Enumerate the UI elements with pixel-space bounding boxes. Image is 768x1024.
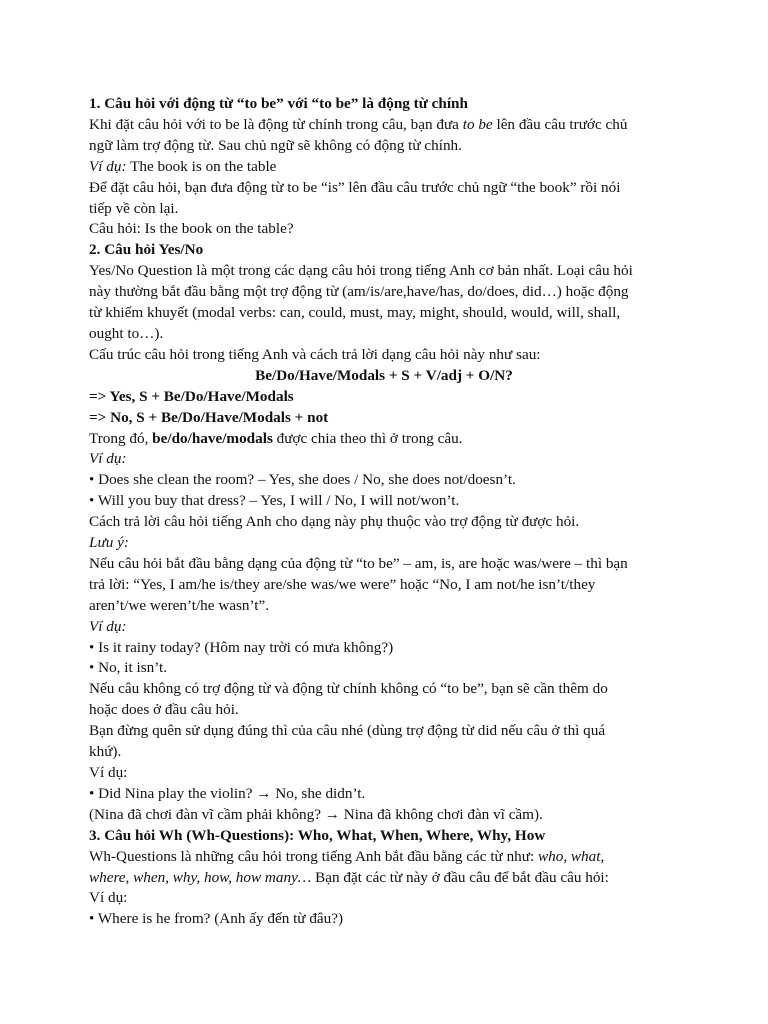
paragraph-line: khứ).: [89, 743, 122, 761]
section-1-heading: 1. Câu hỏi với động từ “to be” với “to be” là động từ chính: [89, 95, 468, 112]
paragraph-line: [89, 847, 689, 868]
paragraph-line: trả lời: “Yes, I am/he is/they are/she was/we were” hoặc “No, I am not/he isn’t/they: [89, 575, 596, 593]
list-item: • Is it rainy today? (Hôm nay trời có mưa không?): [89, 638, 394, 656]
example-text: The book is on the table: [126, 157, 277, 175]
paragraph-line: ngữ làm trợ động từ. Sau chủ ngữ sẽ không có động từ chính.: [89, 136, 462, 154]
list-item: • Where is he from? (Anh ấy đến từ đâu?): [89, 910, 344, 928]
example-label: Ví dụ:: [89, 157, 127, 175]
paragraph-line: [89, 429, 689, 450]
text-span: được chia theo thì ở trong câu.: [272, 429, 463, 447]
example-label: Ví dụ:: [89, 617, 127, 635]
example-label: Ví dụ:: [89, 450, 127, 468]
paragraph-line: ought to…).: [89, 324, 164, 342]
text-span: lên đầu câu trước chủ: [492, 115, 628, 133]
section-2-heading: 2. Câu hỏi Yes/No: [89, 241, 204, 259]
text-span: Bạn đặt các từ này ở đầu câu để bắt đầu câu hỏi:: [311, 868, 609, 886]
question-line: Câu hỏi: Is the book on the table?: [89, 220, 294, 238]
paragraph-line: Cách trả lời câu hỏi tiếng Anh cho dạng này phụ thuộc vào trợ động từ được hỏi.: [89, 513, 580, 531]
paragraph-line: này thường bắt đầu bằng một trợ động từ (am/is/are,have/has, do/does, did…) hoặc động: [89, 283, 629, 301]
text-span: Wh-Questions là những câu hỏi trong tiếng Anh bắt đầu bằng các từ như:: [89, 847, 539, 865]
text-span: Trong đó,: [89, 429, 153, 447]
paragraph-line: Bạn đừng quên sử dụng đúng thì của câu nhé (dùng trợ động từ did nếu câu ở thì quá: [89, 722, 606, 740]
paragraph-line: Nếu câu không có trợ động từ và động từ chính không có “to be”, bạn sẽ cần thêm do: [89, 680, 608, 698]
list-item: • No, it isn’t.: [89, 659, 168, 677]
note-label: Lưu ý:: [89, 534, 129, 552]
list-item: • Does she clean the room? – Yes, she does / No, she does not/doesn’t.: [89, 471, 516, 489]
document-body: [89, 94, 689, 930]
example-line: [89, 157, 689, 178]
bold-span: be/do/have/modals: [152, 429, 273, 447]
example-label: Ví dụ:: [89, 764, 128, 781]
no-answer-formula: => No, S + Be/Do/Have/Modals + not: [89, 408, 329, 426]
list-item: • Did Nina play the violin? → No, she didn’t.: [89, 784, 366, 802]
paragraph-line: (Nina đã chơi đàn vĩ cầm phải không? → Nina đã không chơi đàn vĩ cầm).: [89, 805, 543, 823]
section-3-heading: 3. Câu hỏi Wh (Wh-Questions): Who, What, When, Where, Why, How: [89, 826, 546, 844]
paragraph-line: hoặc does ở đầu câu hỏi.: [89, 701, 239, 719]
italic-span: who, what,: [538, 847, 605, 865]
list-item: • Will you buy that dress? – Yes, I will / No, I will not/won’t.: [89, 492, 460, 510]
italic-span: where, when, why, how, how many…: [89, 868, 312, 886]
paragraph-line: aren’t/we weren’t/he wasn’t”.: [89, 596, 270, 614]
paragraph-line: từ khiếm khuyết (modal verbs: can, could, must, may, might, should, would, will, shall,: [89, 304, 621, 322]
paragraph-line: Yes/No Question là một trong các dạng câu hỏi trong tiếng Anh cơ bản nhất. Loại câu hỏi: [89, 262, 633, 280]
paragraph-line: [89, 868, 689, 889]
text-span: Khi đặt câu hỏi với to be là động từ chính trong câu, bạn đưa: [89, 115, 463, 133]
paragraph-line: [89, 115, 689, 136]
yes-answer-formula: => Yes, S + Be/Do/Have/Modals: [89, 387, 294, 405]
paragraph-line: Nếu câu hỏi bắt đầu bằng dạng của động từ “to be” – am, is, are hoặc was/were – thì bạn: [89, 554, 628, 572]
example-label: Ví dụ:: [89, 889, 128, 907]
italic-span: to be: [462, 115, 493, 133]
paragraph-line: Để đặt câu hỏi, bạn đưa động từ to be “is” lên đầu câu trước chủ ngữ “the book” rồi nói: [89, 178, 621, 196]
formula-line: Be/Do/Have/Modals + S + V/adj + O/N?: [255, 366, 513, 384]
paragraph-line: tiếp về còn lại.: [89, 199, 179, 217]
paragraph-line: Cấu trúc câu hỏi trong tiếng Anh và cách trả lời dạng câu hỏi này như sau:: [89, 345, 541, 363]
